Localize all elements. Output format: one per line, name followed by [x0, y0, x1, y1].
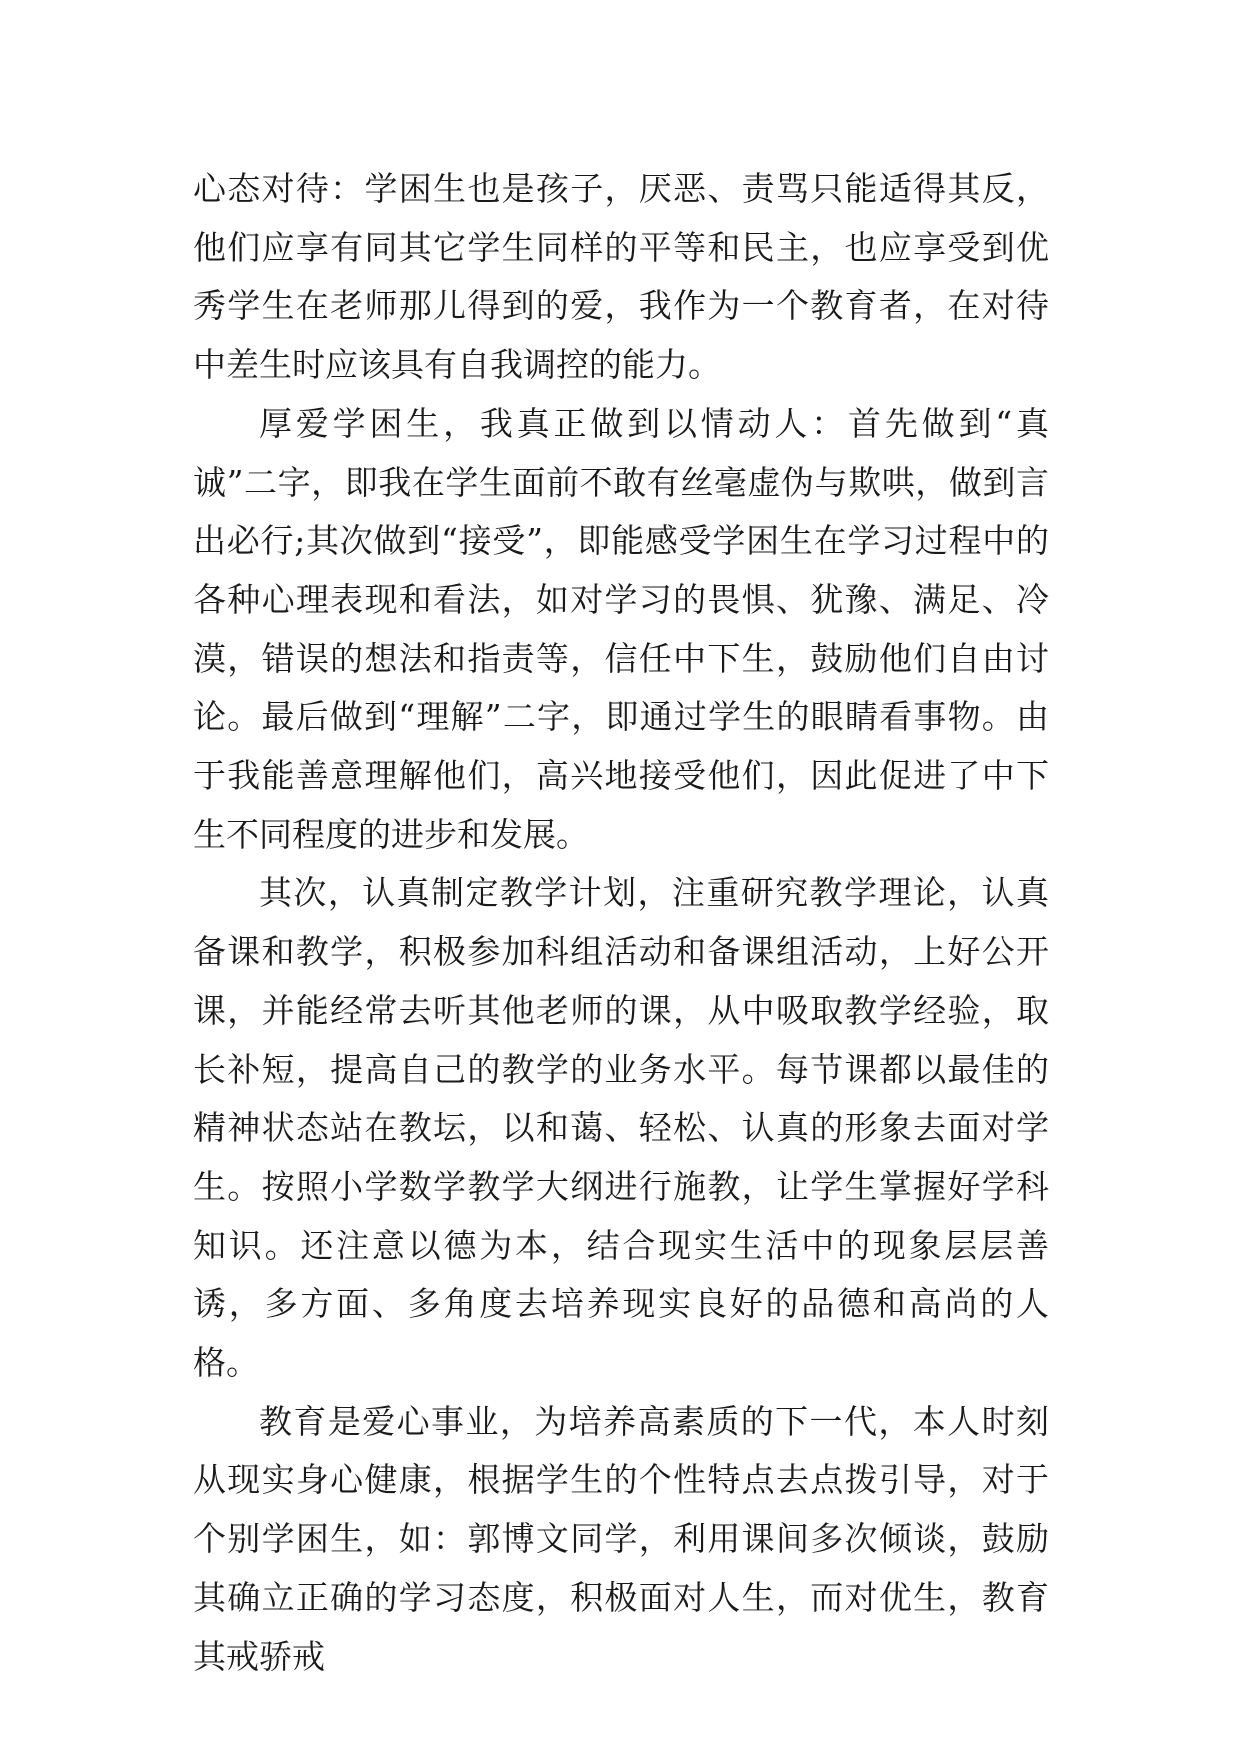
paragraph-2: 厚爱学困生，我真正做到以情动人：首先做到“真诚”二字，即我在学生面前不敢有丝毫虚伪与欺哄，做到言出必行;其次做到“接受”，即能感受学困生在学习过程中的各种心理表现和看法，如对学习的畏惧、犹豫、满足、冷漠，错误的想法和指责等，信任中下生，鼓励他们自由讨论。最后做到“理解”二字，即通过学生的眼睛看事物。由于我能善意理解他们，高兴地接受他们，因此促进了中下生不同程度的进步和发展。	[193, 403, 1049, 854]
paragraph-3: 其次，认真制定教学计划，注重研究教学理论，认真备课和教学，积极参加科组活动和备课组活动，上好公开课，并能经常去听其他老师的课，从中吸取教学经验，取长补短，提高自己的教学的业务水平。每节课都以最佳的精神状态站在教坛，以和蔼、轻松、认真的形象去面对学生。按照小学数学教学大纲进行施教，让学生掌握好学科知识。还注意以德为本，结合现实生活中的现象层层善诱，多方面、多角度去培养现实良好的品德和高尚的人格。	[193, 873, 1049, 1383]
paragraph-4: 教育是爱心事业，为培养高素质的下一代，本人时刻从现实身心健康，根据学生的个性特点去点拨引导，对于个别学困生，如：郭博文同学，利用课间多次倾谈，鼓励其确立正确的学习态度，积极面对人生，而对优生，教育其戒骄戒	[193, 1401, 1049, 1676]
paragraph-1: 心态对待：学困生也是孩子，厌恶、责骂只能适得其反，他们应享有同其它学生同样的平等和民主，也应享受到优秀学生在老师那儿得到的爱，我作为一个教育者，在对待中差生时应该具有自我调控的能力。	[193, 169, 1049, 385]
body-text	[193, 160, 1049, 1686]
